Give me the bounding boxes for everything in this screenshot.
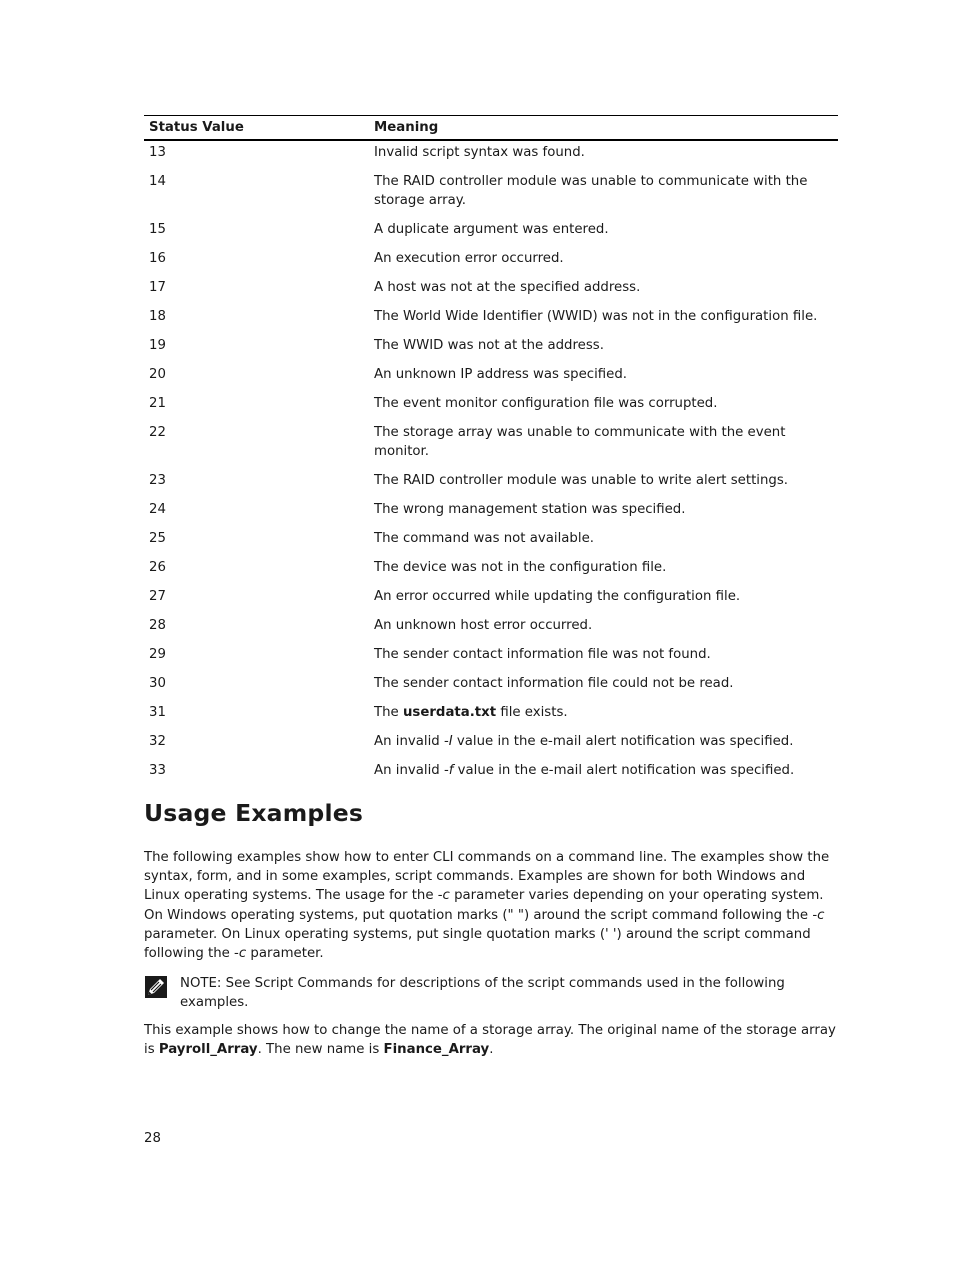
new-array-name: Finance_Array: [383, 1042, 490, 1058]
table-row: [144, 140, 838, 170]
table-row: [144, 527, 838, 556]
note-text: [180, 974, 820, 1012]
status-meaning: An error occurred while updating the configuration file.: [374, 589, 741, 604]
status-meaning: The RAID controller module was unable to communicate with the storage array.: [374, 174, 808, 208]
status-value: 21: [149, 396, 166, 411]
meaning-text: value in the e-mail alert notification was specified.: [453, 763, 795, 778]
table-row: [144, 585, 838, 614]
table-row: [144, 498, 838, 527]
table-row: [144, 421, 838, 469]
filename-userdata: userdata.txt: [402, 705, 497, 720]
parameter-c: c: [442, 888, 450, 904]
status-meaning: [369, 730, 838, 759]
table-row: [144, 363, 838, 392]
table-row: [144, 672, 838, 701]
parameter-c: c: [238, 946, 247, 962]
status-value: 29: [149, 647, 166, 662]
table-header-row: [144, 116, 838, 141]
example-text: This example shows how to change the name of a storage array. The original name of the storage array is: [144, 1023, 836, 1058]
status-value: 25: [149, 531, 166, 546]
table-row: [144, 643, 838, 672]
table-row: [144, 170, 838, 218]
meaning-text: file exists.: [496, 705, 568, 720]
status-value: 22: [149, 425, 166, 440]
page-content: [144, 115, 838, 1058]
status-value: 28: [149, 618, 166, 633]
intro-text: parameter varies depending on your operating system. On Windows operating systems, put quotation marks (" ") around the script command following the -: [144, 888, 824, 923]
meaning-text: The: [374, 705, 403, 720]
parameter-f: f: [448, 763, 454, 778]
header-status-value: Status Value: [144, 116, 369, 141]
status-value: 26: [149, 560, 166, 575]
status-meaning: The WWID was not at the address.: [374, 338, 604, 353]
parameter-i: I: [448, 734, 453, 749]
note-label: NOTE:: [180, 976, 222, 991]
intro-text: parameter.: [246, 946, 324, 962]
status-value: 30: [149, 676, 166, 691]
status-meaning: The device was not in the configuration file.: [374, 560, 667, 575]
meaning-text: value in the e-mail alert notification was specified.: [452, 734, 794, 749]
table-row: [144, 305, 838, 334]
status-value-table: [144, 115, 838, 788]
intro-text: parameter. On Linux operating systems, put single quotation marks (' ') around the script command following the -: [144, 926, 811, 962]
status-meaning: [369, 759, 838, 788]
example-paragraph: [144, 1021, 838, 1059]
status-meaning: An execution error occurred.: [374, 251, 564, 266]
table-row: [144, 392, 838, 421]
status-value: 14: [149, 174, 166, 189]
original-array-name: Payroll_Array: [158, 1042, 258, 1058]
table-row: [144, 614, 838, 643]
table-row: [144, 701, 838, 730]
table-row: [144, 218, 838, 247]
status-meaning: The event monitor configuration file was corrupted.: [374, 396, 718, 411]
section-title: Usage Examples: [144, 799, 364, 827]
status-value: 24: [149, 502, 166, 517]
example-text: .: [489, 1042, 494, 1058]
status-meaning: The sender contact information file could not be read.: [374, 676, 734, 691]
header-meaning: Meaning: [369, 116, 838, 141]
page-number: 28: [144, 1131, 161, 1146]
table-row: [144, 469, 838, 498]
status-meaning: The command was not available.: [374, 531, 594, 546]
meaning-text: An invalid -: [374, 763, 449, 778]
status-value: 20: [149, 367, 166, 382]
status-meaning: The RAID controller module was unable to write alert settings.: [374, 473, 788, 488]
status-value: 18: [149, 309, 166, 324]
table-row: [144, 556, 838, 585]
status-meaning: An unknown host error occurred.: [374, 618, 593, 633]
table-row: [144, 247, 838, 276]
status-meaning: An unknown IP address was specified.: [374, 367, 627, 382]
status-value: 27: [149, 589, 166, 604]
table-row: [144, 759, 838, 788]
status-meaning: The sender contact information file was not found.: [374, 647, 711, 662]
meaning-text: An invalid -: [374, 734, 449, 749]
note-pencil-icon: [145, 976, 167, 998]
status-meaning: A host was not at the specified address.: [374, 280, 641, 295]
status-value: 31: [149, 705, 166, 720]
status-value: 19: [149, 338, 166, 353]
status-meaning: Invalid script syntax was found.: [374, 145, 585, 160]
status-meaning: The wrong management station was specified.: [374, 502, 686, 517]
example-text: . The new name is: [257, 1042, 384, 1058]
table-row: [144, 334, 838, 363]
status-meaning: The World Wide Identifier (WWID) was not in the configuration file.: [374, 309, 818, 324]
status-value: 23: [149, 473, 166, 488]
status-value: 13: [149, 145, 166, 160]
status-value: 16: [149, 251, 166, 266]
intro-paragraph: [144, 848, 838, 963]
status-meaning: [369, 701, 838, 730]
status-value: 33: [149, 763, 166, 778]
parameter-c: c: [817, 907, 825, 923]
status-meaning: The storage array was unable to communicate with the event monitor.: [374, 425, 786, 459]
table-row: [144, 730, 838, 759]
status-value: 15: [149, 222, 166, 237]
intro-text: The following examples show how to enter CLI commands on a command line. The examples show the syntax, form, and in some examples, script commands. Examples are shown for both Windows and Linux operating systems. The usage for the -: [144, 850, 830, 904]
note-body: See Script Commands for descriptions of the script commands used in the following examples.: [180, 976, 785, 1011]
status-value: 32: [149, 734, 166, 749]
status-value: 17: [149, 280, 166, 295]
table-row: [144, 276, 838, 305]
status-meaning: A duplicate argument was entered.: [374, 222, 609, 237]
